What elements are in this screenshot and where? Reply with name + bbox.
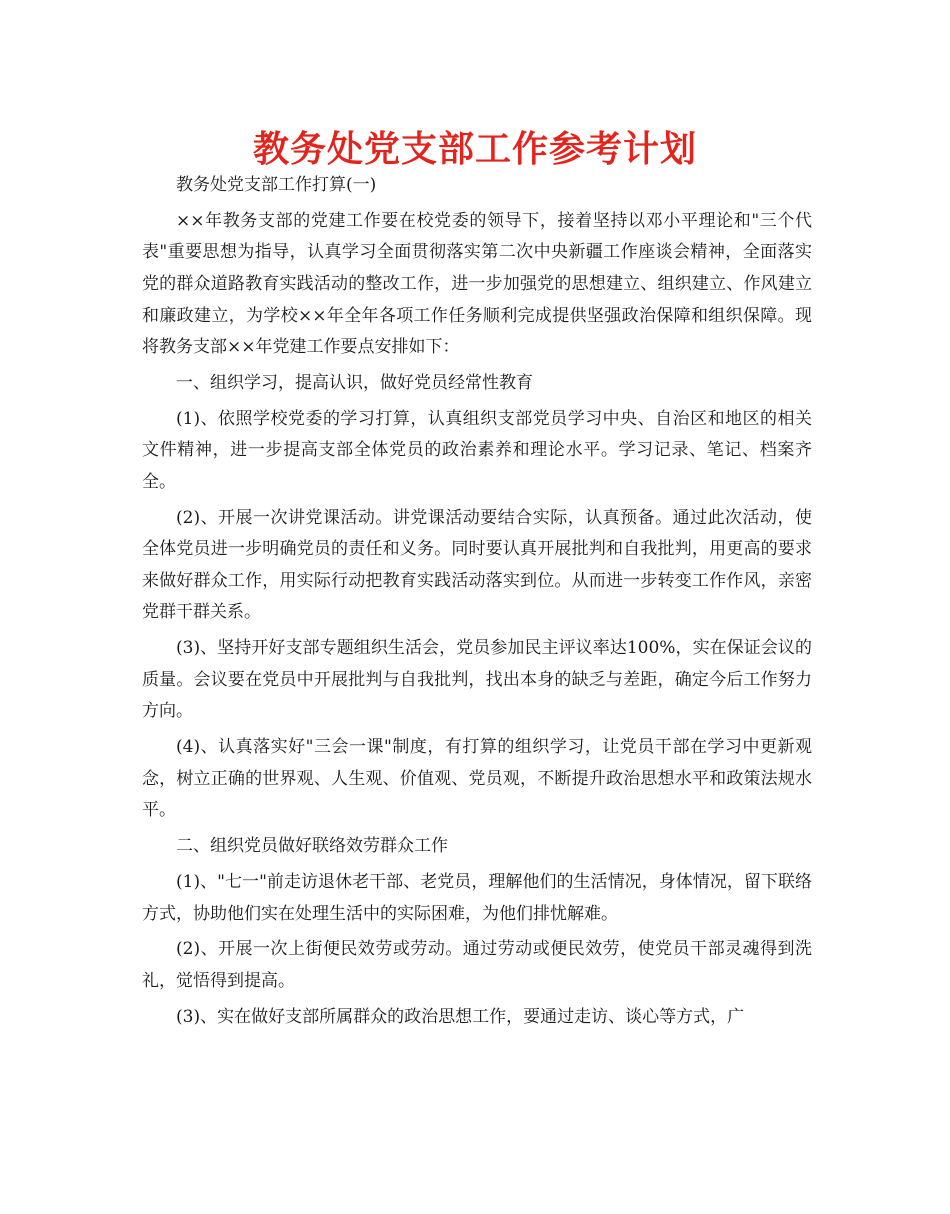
item-paragraph: (1)、依照学校党委的学习打算，认真组织支部党员学习中央、自治区和地区的相关文件精神，进一步提高支部全体党员的政治素养和理论水平。学习记录、笔记、档案齐全。 bbox=[142, 408, 812, 492]
section-heading-1: 一、组织学习，提高认识，做好党员经常性教育 bbox=[176, 372, 533, 393]
item-paragraph: (3)、坚持开好支部专题组织生活会，党员参加民主评议率达100%，实在保证会议的质量。会议要在党员中开展批判与自我批判，找出本身的缺乏与差距，确定今后工作努力方向。 bbox=[142, 638, 812, 722]
section-heading-2: 二、组织党员做好联络效劳群众工作 bbox=[176, 836, 448, 857]
item-paragraph: (4)、认真落实好"三会一课"制度，有打算的组织学习，让党员干部在学习中更新观念，树立正确的世界观、人生观、价值观、党员观，不断提升政治思想水平和政策法规水平。 bbox=[142, 737, 812, 821]
item-paragraph: (3)、实在做好支部所属群众的政治思想工作，要通过走访、谈心等方式，广 bbox=[176, 1006, 745, 1027]
item-paragraph: (2)、开展一次上街便民效劳或劳动。通过劳动或便民效劳，使党员干部灵魂得到洗礼，觉悟得到提高。 bbox=[142, 939, 812, 991]
intro-paragraph: ××年教务支部的党建工作要在校党委的领导下，接着坚持以邓小平理论和"三个代表"重要思想为指导，认真学习全面贯彻落实第二次中央新疆工作座谈会精神，全面落实党的群众道路教育实践活动的整改工作，进一步加强党的思想建立、组织建立、作风建立和廉政建立，为学校××年全年各项工作任务顺利完成提供坚强政治保障和组织保障。现将教务支部××年党建工作要点安排如下： bbox=[142, 210, 812, 358]
document-body bbox=[142, 170, 812, 1038]
item-paragraph: (1)、"七一"前走访退休老干部、老党员，理解他们的生活情况，身体情况，留下联络方式，协助他们实在处理生活中的实际困难，为他们排忧解难。 bbox=[142, 871, 812, 924]
document-title: 教务处党支部工作参考计划 bbox=[252, 129, 697, 170]
subtitle-paragraph: 教务处党支部工作打算(一) bbox=[176, 175, 377, 195]
item-paragraph: (2)、开展一次讲党课活动。讲党课活动要结合实际，认真预备。通过此次活动，使全体党员进一步明确党员的责任和义务。同时要认真开展批判和自我批判，用更高的要求来做好群众工作，用实际行动把教育实践活动落实到位。从而进一步转变工作作风，亲密党群干群关系。 bbox=[142, 507, 812, 623]
